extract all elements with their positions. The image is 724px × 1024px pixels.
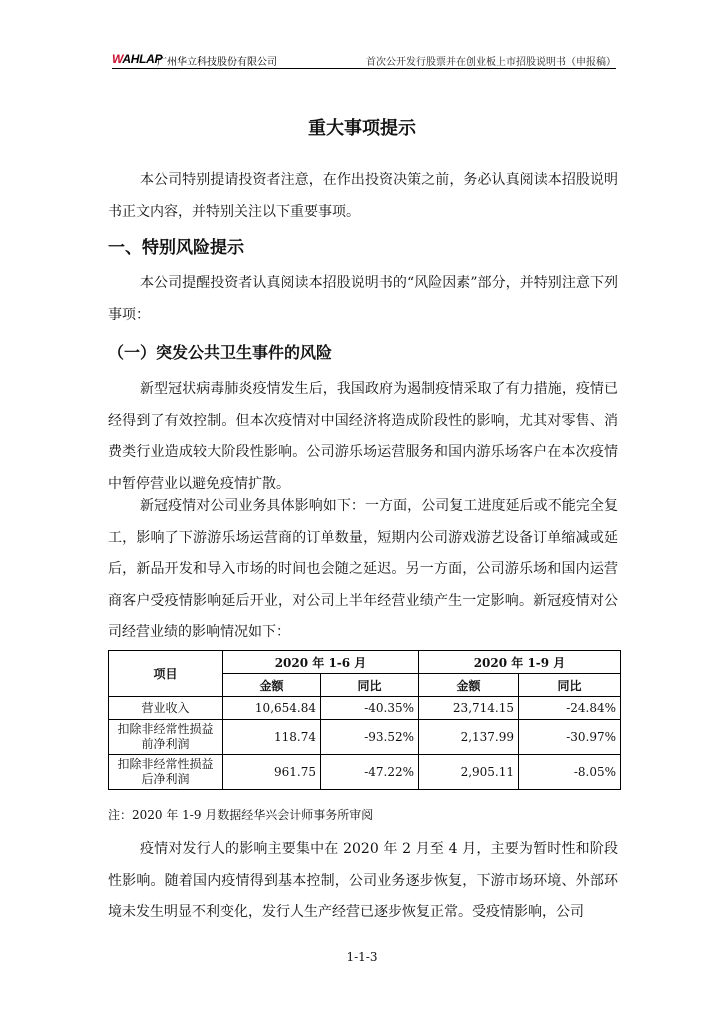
row-amount-2: 23,714.15	[419, 697, 519, 720]
header-period-1: 2020 年 1-6 月	[223, 651, 419, 674]
table-note: 注：2020 年 1-9 月数据经华兴会计师事务所审阅	[108, 808, 374, 822]
risk-paragraph-2: 新冠疫情对公司业务具体影响如下：一方面，公司复工进度延后或不能完全复工，影响了下游游乐场运营商的订单数量，短期内公司游戏游艺设备订单缩减或延后，新品开发和导入市场的时间也会随之延迟。另一方面，公司游乐场和国内运营商客户受疫情影响延后开业，对公司上半年经营业绩产生一定影响。新冠疫情对公司经营业绩的影响情况如下：	[108, 498, 618, 640]
table-row	[109, 755, 621, 790]
table-row	[109, 720, 621, 755]
after-table-paragraph: 疫情对发行人的影响主要集中在 2020 年 2 月至 4 月，主要为暂时性和阶段性影响。随着国内疫情得到基本控制，公司业务逐步恢复，下游市场环境、外部环境未发生明显不利变化，发行人生产经营已逐步恢复正常。受疫情影响，公司	[108, 841, 618, 920]
row-amount-1: 10,654.84	[223, 697, 321, 720]
row-amount-2: 2,905.11	[419, 755, 519, 790]
table-row	[109, 697, 621, 720]
row-amount-2: 2,137.99	[419, 720, 519, 755]
row-yoy-1: -93.52%	[321, 720, 419, 755]
header-item: 项目	[109, 651, 223, 697]
subsection-heading: （一）突发公共卫生事件的风险	[108, 343, 333, 362]
header-period-2: 2020 年 1-9 月	[419, 651, 621, 674]
row-amount-1: 961.75	[223, 755, 321, 790]
document-title: 首次公开发行股票并在创业板上市招股说明书（申报稿）	[366, 57, 616, 68]
page-header	[112, 52, 616, 68]
table-header-row	[109, 651, 621, 674]
row-item: 营业收入	[109, 697, 223, 720]
row-item: 扣除非经常性损益后净利润	[109, 755, 223, 790]
header-yoy-2: 同比	[519, 674, 621, 697]
section-intro-paragraph: 本公司提醒投资者认真阅读本招股说明书的“风险因素”部分，并特别注意下列事项：	[108, 275, 618, 323]
intro-paragraph: 本公司特别提请投资者注意，在作出投资决策之前，务必认真阅读本招股说明书正文内容，并特别关注以下重要事项。	[108, 172, 618, 220]
page-number: 1-1-3	[346, 950, 378, 964]
row-item: 扣除非经常性损益前净利润	[109, 720, 223, 755]
row-yoy-1: -47.22%	[321, 755, 419, 790]
section-heading: 一、特别风险提示	[108, 238, 244, 258]
impact-table-wrapper	[108, 650, 620, 790]
header-divider	[112, 68, 616, 69]
row-yoy-1: -40.35%	[321, 697, 419, 720]
header-amount-1: 金额	[223, 674, 321, 697]
header-amount-2: 金额	[419, 674, 519, 697]
risk-paragraph-1: 新型冠状病毒肺炎疫情发生后，我国政府为遏制疫情采取了有力措施，疫情已经得到了有效控制。但本次疫情对中国经济将造成阶段性的影响，尤其对零售、消费类行业造成较大阶段性影响。公司游乐场运营服务和国内游乐场客户在本次疫情中暂停营业以避免疫情扩散。	[108, 381, 618, 492]
company-logo: WAHLAP	[112, 52, 163, 66]
row-yoy-2: -24.84%	[519, 697, 621, 720]
page-title: 重大事项提示	[308, 118, 416, 139]
company-name: 广州华立科技股份有限公司	[157, 57, 277, 68]
header-yoy-1: 同比	[321, 674, 419, 697]
impact-table	[108, 650, 621, 790]
row-yoy-2: -30.97%	[519, 720, 621, 755]
row-amount-1: 118.74	[223, 720, 321, 755]
row-yoy-2: -8.05%	[519, 755, 621, 790]
